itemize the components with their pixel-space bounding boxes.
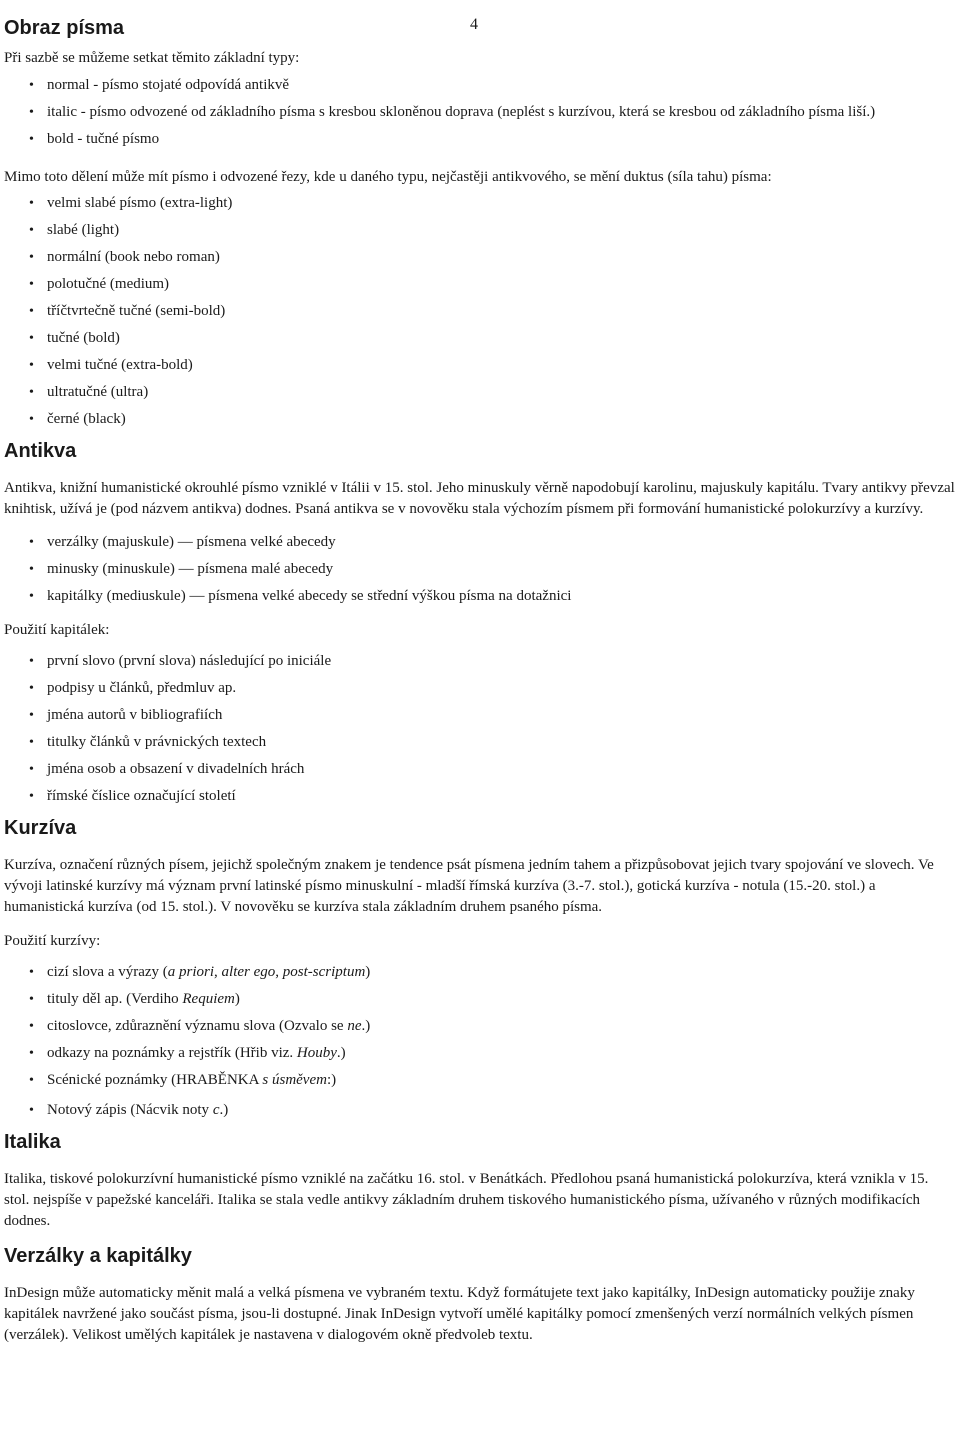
list-item: • Notový zápis (Nácvik noty c.): [47, 1100, 960, 1121]
list-item: • polotučné (medium): [47, 274, 960, 295]
list-item: • italic - písmo odvozené od základního písma s kresbou skloněnou doprava (neplést s kurzívou, která se kresbou od základního písma liší.): [47, 102, 960, 123]
page-number: 4: [470, 16, 478, 33]
section-heading-antikva: Antikva: [4, 440, 77, 462]
list-item: • velmi slabé písmo (extra-light): [47, 193, 960, 214]
list-item: • normal - písmo stojaté odpovídá antikvě: [47, 75, 960, 96]
document-page: [0, 16, 960, 1431]
kurziva-usage-title: Použití kurzívy:: [4, 933, 101, 949]
list-item: • tituly děl ap. (Verdiho Requiem): [47, 989, 960, 1010]
list-item: • velmi tučné (extra-bold): [47, 355, 960, 376]
list-item: • minusky (minuskule) — písmena malé abecedy: [47, 559, 960, 580]
list-item: • citoslovce, zdůraznění významu slova (Ozvalo se ne.): [47, 1016, 960, 1037]
type-list: [0, 75, 960, 150]
section-heading-italika: Italika: [4, 1131, 61, 1153]
list-item: • ultratučné (ultra): [47, 382, 960, 403]
obraz-intro: Při sazbě se můžeme setkat těmito základní typy:: [4, 50, 300, 66]
section-heading-obraz: Obraz písma: [4, 17, 125, 39]
list-item: • jména osob a obsazení v divadelních hrách: [47, 759, 960, 780]
kapitalky-usage-list: [0, 651, 960, 807]
list-item: • černé (black): [47, 409, 960, 430]
kurziva-paragraph: Kurzíva, označení různých písem, jejichž společným znakem je tendence psát písmena jedním tahem a přizpůsobovat jejich tvary spojování ve slovech. Ve vývoji latinské kurzívy má význam první latinské písmo minuskulní - mladší římská kurzíva (3.-7. stol.), gotická kurzíva - notula (15.-20. stol.) a humanistická kurzíva (od 15. stol.). V novověku se kurzíva stala základním druhem psaného písma.: [4, 857, 934, 915]
weights-list: [0, 193, 960, 430]
antikva-paragraph: Antikva, knižní humanistické okrouhlé písmo vzniklé v Itálii v 15. stol. Jeho minuskuly věrně napodobují karolinu, majuskuly kapitálu. Tvary antikvy převzal knihtisk, užívá je (pod názvem antikva) dodnes. Psaná antikva se v novověku stala výchozím písmem při formování humanistické polokurzívy a kurzívy.: [4, 480, 955, 517]
section-heading-verzalky: Verzálky a kapitálky: [4, 1245, 192, 1267]
letters-list: [0, 532, 960, 607]
list-item: • kapitálky (mediuskule) — písmena velké abecedy se střední výškou písma na dotažnici: [47, 586, 960, 607]
italika-paragraph: Italika, tiskové polokurzívní humanistické písmo vzniklé na začátku 16. stol. v Benátkách. Předlohou psaná humanistická polokurzíva, která vznikla v 15. stol. nejspíše v papežské kanceláři. Italika se stala vedle antikvy základním druhem tiskového humanistického písma, užívaného v různých modifikacích dodnes.: [4, 1171, 929, 1229]
kapitalky-usage-title: Použití kapitálek:: [4, 622, 110, 638]
section-heading-kurziva: Kurzíva: [4, 817, 77, 839]
list-item: • odkazy na poznámky a rejstřík (Hřib viz. Houby.): [47, 1043, 960, 1064]
list-item: • cizí slova a výrazy (a priori, alter ego, post-scriptum): [47, 962, 960, 983]
list-item: • verzálky (majuskule) — písmena velké abecedy: [47, 532, 960, 553]
list-item: • normální (book nebo roman): [47, 247, 960, 268]
kurziva-usage-list: [0, 962, 960, 1121]
list-item: • Scénické poznámky (HRABĚNKA s úsměvem:): [47, 1070, 960, 1091]
list-item: • slabé (light): [47, 220, 960, 241]
list-item: • první slovo (první slova) následující po iniciále: [47, 651, 960, 672]
list-item: • bold - tučné písmo: [47, 129, 960, 150]
list-item: • tříčtvrtečně tučné (semi-bold): [47, 301, 960, 322]
list-item: • jména autorů v bibliografiích: [47, 705, 960, 726]
verzalky-paragraph: InDesign může automaticky měnit malá a velká písmena ve vybraném textu. Když formátujete text jako kapitálky, InDesign automaticky použije znaky kapitálek navržené jako součást písma, jsou-li dostupné. Jinak InDesign vytvoří umělé kapitálky pomocí zmenšených verzí normálních velkých písmen (verzálek). Velikost umělých kapitálek je nastavena v dialogovém okně předvoleb textu.: [4, 1285, 915, 1343]
list-item: • podpisy u článků, předmluv ap.: [47, 678, 960, 699]
list-item: • římské číslice označující století: [47, 786, 960, 807]
weights-intro: Mimo toto dělení může mít písmo i odvozené řezy, kde u daného typu, nejčastěji antikvového, se mění duktus (síla tahu) písma:: [4, 169, 772, 185]
list-item: • titulky článků v právnických textech: [47, 732, 960, 753]
list-item: • tučné (bold): [47, 328, 960, 349]
